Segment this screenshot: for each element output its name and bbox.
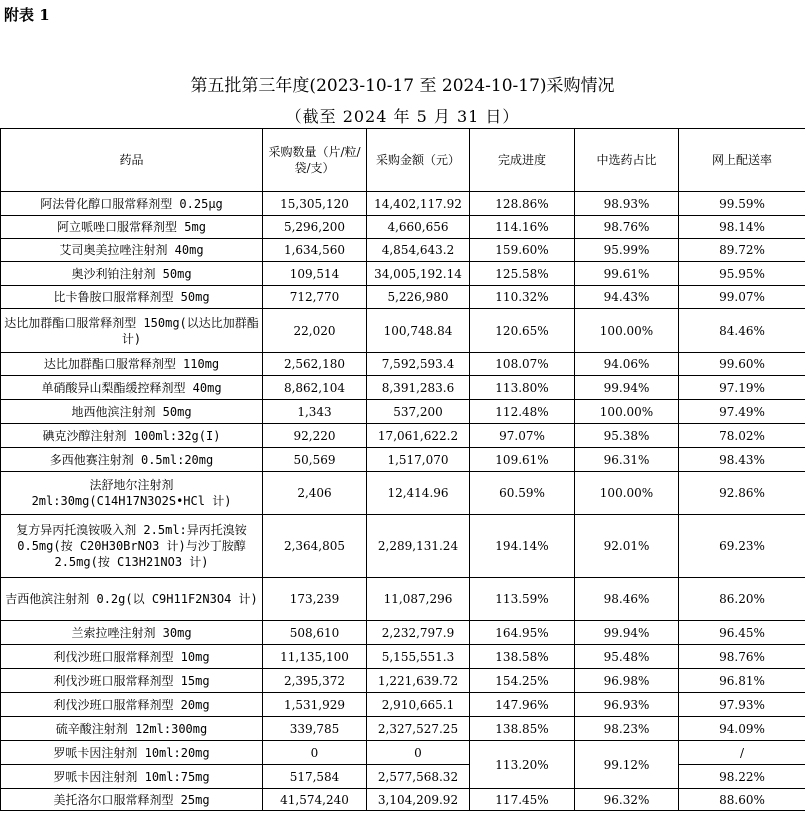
quantity-cell: 2,364,805 xyxy=(263,515,367,578)
amount-cell: 5,226,980 xyxy=(367,286,470,309)
table-row xyxy=(1,448,805,472)
amount-cell: 0 xyxy=(367,741,470,765)
amount-cell: 1,517,070 xyxy=(367,448,470,472)
delivery-cell: 99.07% xyxy=(679,286,805,309)
drug-cell: 单硝酸异山梨酯缓控释剂型 40mg xyxy=(1,376,263,400)
amount-cell: 537,200 xyxy=(367,400,470,424)
table-row xyxy=(1,789,805,811)
delivery-cell: 98.22% xyxy=(679,765,805,789)
quantity-cell: 2,562,180 xyxy=(263,353,367,376)
progress-cell: 125.58% xyxy=(470,262,575,286)
table-row xyxy=(1,515,805,578)
amount-cell: 2,232,797.9 xyxy=(367,621,470,645)
quantity-cell: 5,296,200 xyxy=(263,216,367,239)
annex-label: 附表 1 xyxy=(4,6,50,24)
drug-cell: 硫辛酸注射剂 12ml:300mg xyxy=(1,717,263,741)
drug-cell: 利伐沙班口服常释剂型 20mg xyxy=(1,693,263,717)
table-row xyxy=(1,239,805,262)
drug-cell: 复方异丙托溴铵吸入剂 2.5ml:异丙托溴铵 0.5mg(按 C20H30BrNO3 计)与沙丁胺醇 2.5mg(按 C13H21NO3 计) xyxy=(1,515,263,578)
delivery-cell: 97.49% xyxy=(679,400,805,424)
share-cell-merged: 99.12% xyxy=(575,741,679,789)
page-subtitle: （截至 2024 年 5 月 31 日） xyxy=(285,107,520,126)
progress-cell: 113.59% xyxy=(470,578,575,621)
quantity-cell: 22,020 xyxy=(263,309,367,353)
drug-cell: 地西他滨注射剂 50mg xyxy=(1,400,263,424)
delivery-cell: 94.09% xyxy=(679,717,805,741)
table-row xyxy=(1,765,805,789)
table-row xyxy=(1,376,805,400)
column-header-progress: 完成进度 xyxy=(470,129,575,192)
table-row xyxy=(1,472,805,515)
progress-cell: 109.61% xyxy=(470,448,575,472)
quantity-cell: 1,531,929 xyxy=(263,693,367,717)
drug-cell: 利伐沙班口服常释剂型 15mg xyxy=(1,669,263,693)
share-cell: 99.61% xyxy=(575,262,679,286)
delivery-cell: 95.95% xyxy=(679,262,805,286)
progress-cell: 147.96% xyxy=(470,693,575,717)
amount-cell: 12,414.96 xyxy=(367,472,470,515)
table-row xyxy=(1,645,805,669)
share-cell: 100.00% xyxy=(575,400,679,424)
delivery-cell: 97.93% xyxy=(679,693,805,717)
table-row xyxy=(1,216,805,239)
progress-cell: 164.95% xyxy=(470,621,575,645)
delivery-cell: 92.86% xyxy=(679,472,805,515)
drug-cell: 罗哌卡因注射剂 10ml:20mg xyxy=(1,741,263,765)
delivery-cell: 88.60% xyxy=(679,789,805,811)
progress-cell: 194.14% xyxy=(470,515,575,578)
share-cell: 98.46% xyxy=(575,578,679,621)
drug-cell: 比卡鲁胺口服常释剂型 50mg xyxy=(1,286,263,309)
delivery-cell: 99.59% xyxy=(679,192,805,216)
drug-cell: 吉西他滨注射剂 0.2g(以 C9H11F2N3O4 计) xyxy=(1,578,263,621)
delivery-cell: / xyxy=(679,741,805,765)
delivery-cell: 78.02% xyxy=(679,424,805,448)
quantity-cell: 15,305,120 xyxy=(263,192,367,216)
column-header-amount: 采购金额（元） xyxy=(367,129,470,192)
delivery-cell: 97.19% xyxy=(679,376,805,400)
progress-cell: 110.32% xyxy=(470,286,575,309)
share-cell: 96.93% xyxy=(575,693,679,717)
progress-cell: 128.86% xyxy=(470,192,575,216)
share-cell: 96.98% xyxy=(575,669,679,693)
table-row xyxy=(1,669,805,693)
drug-cell: 美托洛尔口服常释剂型 25mg xyxy=(1,789,263,811)
share-cell: 95.48% xyxy=(575,645,679,669)
table-row xyxy=(1,578,805,621)
progress-cell: 114.16% xyxy=(470,216,575,239)
delivery-cell: 84.46% xyxy=(679,309,805,353)
delivery-cell: 86.20% xyxy=(679,578,805,621)
drug-cell: 兰索拉唑注射剂 30mg xyxy=(1,621,263,645)
share-cell: 95.38% xyxy=(575,424,679,448)
amount-cell: 4,660,656 xyxy=(367,216,470,239)
quantity-cell: 8,862,104 xyxy=(263,376,367,400)
page-title: 第五批第三年度(2023-10-17 至 2024-10-17)采购情况 xyxy=(190,76,615,96)
table-row xyxy=(1,353,805,376)
amount-cell: 14,402,117.92 xyxy=(367,192,470,216)
progress-cell-merged: 113.20% xyxy=(470,741,575,789)
drug-cell: 达比加群酯口服常释剂型 150mg(以达比加群酯计) xyxy=(1,309,263,353)
share-cell: 95.99% xyxy=(575,239,679,262)
amount-cell: 2,327,527.25 xyxy=(367,717,470,741)
progress-cell: 138.85% xyxy=(470,717,575,741)
table-row xyxy=(1,286,805,309)
amount-cell: 34,005,192.14 xyxy=(367,262,470,286)
amount-cell: 1,221,639.72 xyxy=(367,669,470,693)
progress-cell: 154.25% xyxy=(470,669,575,693)
table-row xyxy=(1,717,805,741)
progress-cell: 159.60% xyxy=(470,239,575,262)
progress-cell: 138.58% xyxy=(470,645,575,669)
table-row xyxy=(1,192,805,216)
amount-cell: 2,577,568.32 xyxy=(367,765,470,789)
quantity-cell: 109,514 xyxy=(263,262,367,286)
table-row xyxy=(1,741,805,765)
amount-cell: 5,155,551.3 xyxy=(367,645,470,669)
amount-cell: 4,854,643.2 xyxy=(367,239,470,262)
table-row xyxy=(1,424,805,448)
progress-cell: 117.45% xyxy=(470,789,575,811)
drug-cell: 法舒地尔注射剂 2ml:30mg(C14H17N3O2S•HCl 计) xyxy=(1,472,263,515)
share-cell: 99.94% xyxy=(575,376,679,400)
progress-cell: 97.07% xyxy=(470,424,575,448)
column-header-drug: 药品 xyxy=(1,129,263,192)
amount-cell: 7,592,593.4 xyxy=(367,353,470,376)
amount-cell: 11,087,296 xyxy=(367,578,470,621)
delivery-cell: 89.72% xyxy=(679,239,805,262)
quantity-cell: 173,239 xyxy=(263,578,367,621)
table-row xyxy=(1,309,805,353)
quantity-cell: 92,220 xyxy=(263,424,367,448)
table-row xyxy=(1,262,805,286)
delivery-cell: 98.76% xyxy=(679,645,805,669)
drug-cell: 阿法骨化醇口服常释剂型 0.25μg xyxy=(1,192,263,216)
share-cell: 94.43% xyxy=(575,286,679,309)
share-cell: 100.00% xyxy=(575,309,679,353)
progress-cell: 113.80% xyxy=(470,376,575,400)
progress-cell: 60.59% xyxy=(470,472,575,515)
drug-cell: 奥沙利铂注射剂 50mg xyxy=(1,262,263,286)
quantity-cell: 50,569 xyxy=(263,448,367,472)
share-cell: 98.76% xyxy=(575,216,679,239)
quantity-cell: 712,770 xyxy=(263,286,367,309)
progress-cell: 112.48% xyxy=(470,400,575,424)
quantity-cell: 0 xyxy=(263,741,367,765)
delivery-cell: 96.45% xyxy=(679,621,805,645)
delivery-cell: 99.60% xyxy=(679,353,805,376)
share-cell: 100.00% xyxy=(575,472,679,515)
share-cell: 94.06% xyxy=(575,353,679,376)
delivery-cell: 96.81% xyxy=(679,669,805,693)
share-cell: 96.32% xyxy=(575,789,679,811)
amount-cell: 3,104,209.92 xyxy=(367,789,470,811)
table-row xyxy=(1,400,805,424)
table-row xyxy=(1,693,805,717)
share-cell: 98.93% xyxy=(575,192,679,216)
column-header-share: 中选药占比 xyxy=(575,129,679,192)
quantity-cell: 508,610 xyxy=(263,621,367,645)
amount-cell: 17,061,622.2 xyxy=(367,424,470,448)
quantity-cell: 1,634,560 xyxy=(263,239,367,262)
quantity-cell: 11,135,100 xyxy=(263,645,367,669)
delivery-cell: 69.23% xyxy=(679,515,805,578)
table-row xyxy=(1,621,805,645)
progress-cell: 120.65% xyxy=(470,309,575,353)
quantity-cell: 2,406 xyxy=(263,472,367,515)
delivery-cell: 98.43% xyxy=(679,448,805,472)
amount-cell: 2,289,131.24 xyxy=(367,515,470,578)
share-cell: 99.94% xyxy=(575,621,679,645)
share-cell: 96.31% xyxy=(575,448,679,472)
share-cell: 98.23% xyxy=(575,717,679,741)
drug-cell: 罗哌卡因注射剂 10ml:75mg xyxy=(1,765,263,789)
quantity-cell: 339,785 xyxy=(263,717,367,741)
table-header-row xyxy=(1,129,805,192)
share-cell: 92.01% xyxy=(575,515,679,578)
drug-cell: 碘克沙醇注射剂 100ml:32g(I) xyxy=(1,424,263,448)
column-header-quantity: 采购数量（片/粒/袋/支） xyxy=(263,129,367,192)
quantity-cell: 41,574,240 xyxy=(263,789,367,811)
column-header-delivery: 网上配送率 xyxy=(679,129,805,192)
amount-cell: 2,910,665.1 xyxy=(367,693,470,717)
progress-cell: 108.07% xyxy=(470,353,575,376)
drug-cell: 阿立哌唑口服常释剂型 5mg xyxy=(1,216,263,239)
drug-cell: 达比加群酯口服常释剂型 110mg xyxy=(1,353,263,376)
amount-cell: 100,748.84 xyxy=(367,309,470,353)
quantity-cell: 517,584 xyxy=(263,765,367,789)
quantity-cell: 1,343 xyxy=(263,400,367,424)
drug-cell: 多西他赛注射剂 0.5ml:20mg xyxy=(1,448,263,472)
amount-cell: 8,391,283.6 xyxy=(367,376,470,400)
drug-cell: 艾司奥美拉唑注射剂 40mg xyxy=(1,239,263,262)
quantity-cell: 2,395,372 xyxy=(263,669,367,693)
procurement-table xyxy=(0,128,805,811)
drug-cell: 利伐沙班口服常释剂型 10mg xyxy=(1,645,263,669)
delivery-cell: 98.14% xyxy=(679,216,805,239)
